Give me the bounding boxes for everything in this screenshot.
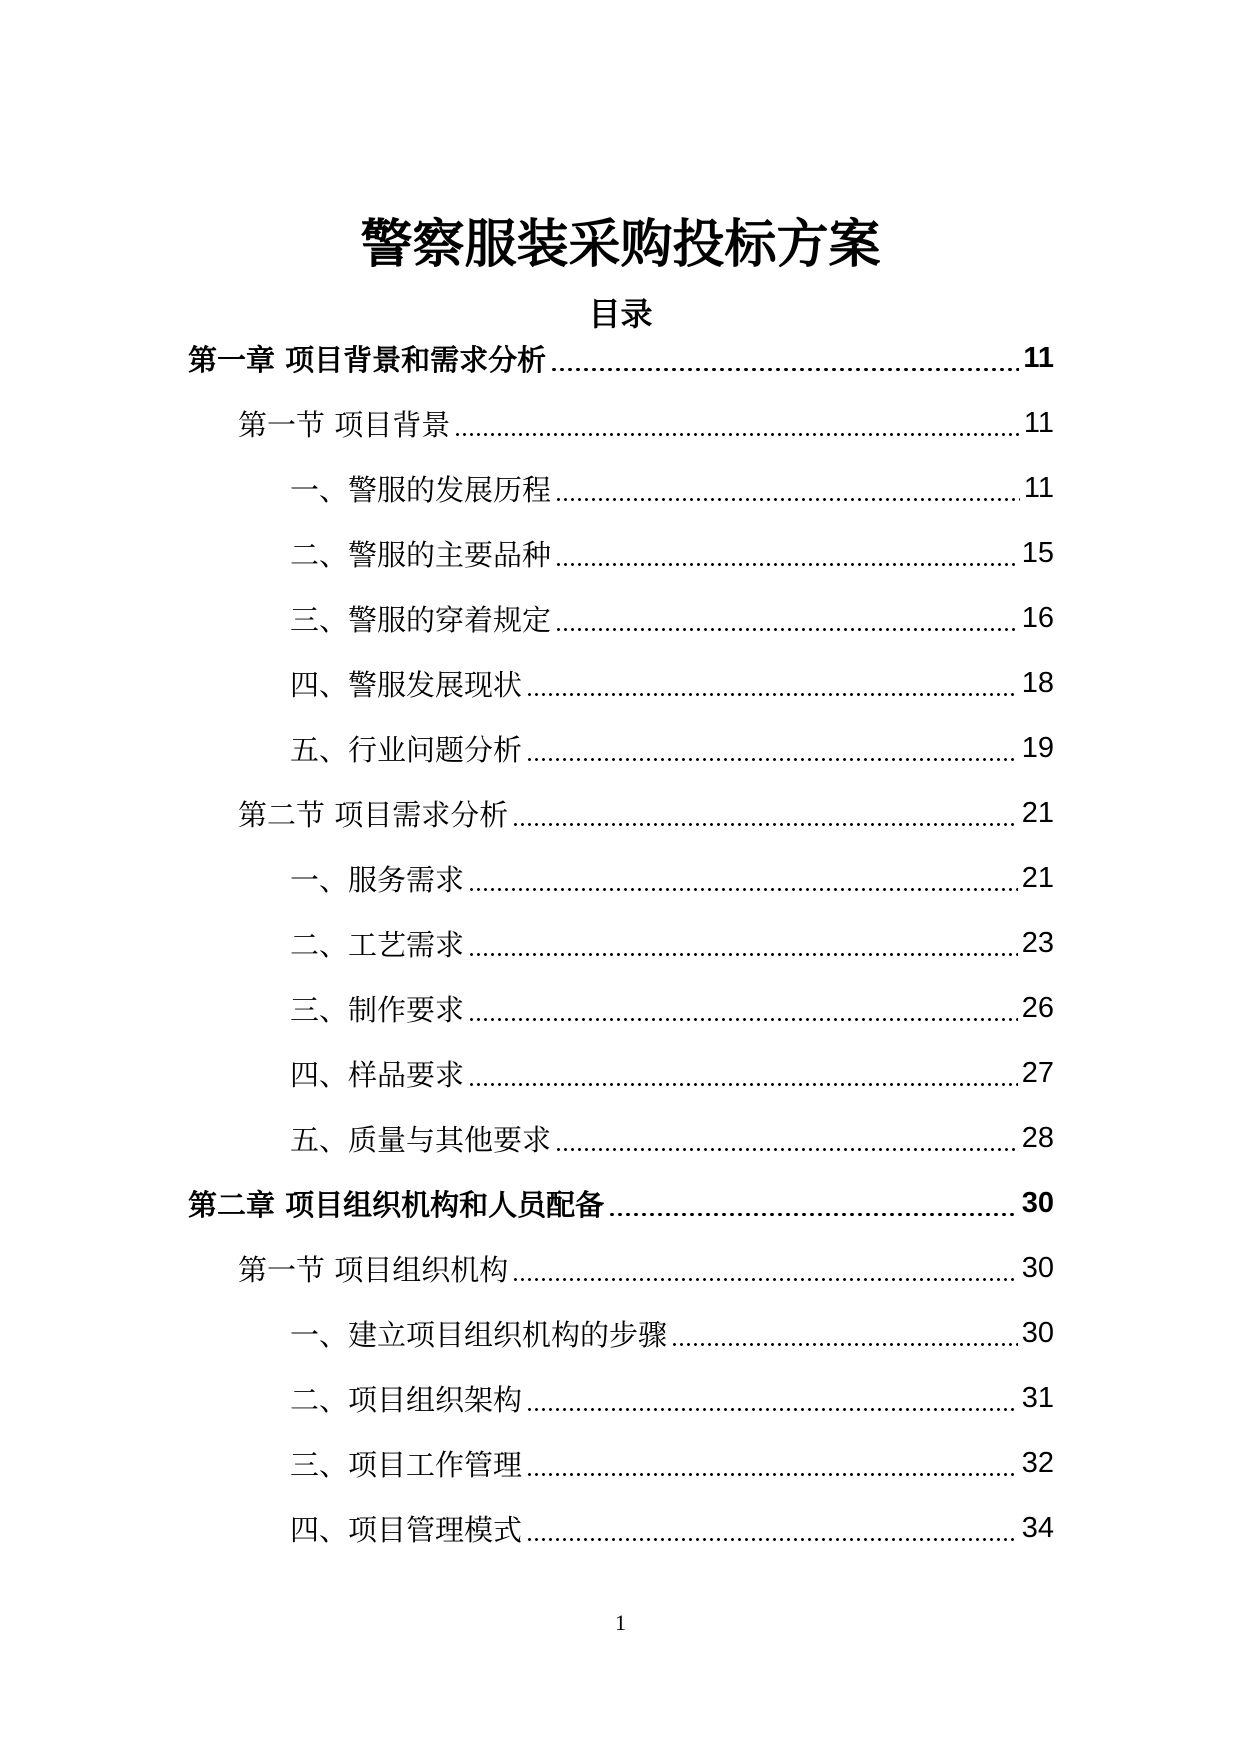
toc-entry-chapter-2[interactable] [188,1171,1054,1236]
dot-leader [555,1148,1018,1151]
toc-entry-page: 21 [1021,797,1054,829]
toc-entry-page: 30 [1021,1252,1054,1284]
toc-entry-page: 21 [1021,862,1054,894]
toc-entry-page: 34 [1021,1512,1054,1544]
toc-entry-subsection[interactable] [290,716,1054,781]
toc-entry-label: 二、项目组织架构 [290,1383,523,1417]
toc-entry-label: 三、制作要求 [290,993,465,1027]
toc-entry-label: 第二章 项目组织机构和人员配备 [188,1188,605,1222]
toc-entry-subsection[interactable] [290,846,1054,911]
toc-entry-page: 26 [1021,992,1054,1024]
toc-entry-subsection[interactable] [290,1496,1054,1561]
page-number: 1 [615,1610,626,1635]
dot-leader [550,368,1019,371]
toc-entry-subsection[interactable] [290,976,1054,1041]
toc-entry-page: 31 [1021,1382,1054,1414]
toc-entry-label: 一、警服的发展历程 [290,473,552,507]
toc-entry-section[interactable] [238,781,1054,846]
dot-leader [526,693,1018,696]
toc-entry-label: 二、警服的主要品种 [290,538,552,572]
toc-entry-subsection[interactable] [290,1041,1054,1106]
toc-entry-page: 27 [1021,1057,1054,1089]
toc-entry-label: 四、样品要求 [290,1058,465,1092]
toc-entry-page: 30 [1021,1317,1054,1349]
toc-entry-label: 一、建立项目组织机构的步骤 [290,1318,668,1352]
dot-leader [468,953,1018,956]
dot-leader [526,758,1018,761]
toc-entry-label: 三、警服的穿着规定 [290,603,552,637]
toc-entry-label: 四、项目管理模式 [290,1513,523,1547]
dot-leader [468,1083,1018,1086]
dot-leader [555,628,1018,631]
toc-entry-chapter-1[interactable] [188,326,1054,391]
toc-entry-label: 四、警服发展现状 [290,668,523,702]
toc-entry-label: 第一节 项目背景 [238,408,451,442]
toc-entry-label: 第一章 项目背景和需求分析 [188,343,547,377]
dot-leader [555,498,1020,501]
table-of-contents [0,326,1241,1561]
page-title: 警察服装采购投标方案 [360,214,881,275]
toc-entry-subsection[interactable] [290,1431,1054,1496]
toc-entry-section[interactable] [238,391,1054,456]
dot-leader [468,1018,1018,1021]
dot-leader [468,888,1018,891]
toc-entry-subsection[interactable] [290,586,1054,651]
dot-leader [526,1408,1018,1411]
toc-entry-subsection[interactable] [290,521,1054,586]
toc-entry-page: 28 [1021,1122,1054,1154]
toc-entry-page: 18 [1021,667,1054,699]
toc-entry-subsection[interactable] [290,1366,1054,1431]
toc-entry-label: 五、行业问题分析 [290,733,523,767]
toc-entry-page: 11 [1023,472,1054,504]
dot-leader [526,1538,1018,1541]
dot-leader [526,1473,1018,1476]
dot-leader [671,1343,1018,1346]
dot-leader [555,563,1018,566]
toc-entry-subsection[interactable] [290,651,1054,716]
dot-leader [608,1213,1018,1216]
toc-entry-label: 五、质量与其他要求 [290,1123,552,1157]
toc-entry-page: 32 [1021,1447,1054,1479]
toc-entry-section[interactable] [238,1236,1054,1301]
toc-heading: 目录 [588,294,653,333]
toc-entry-subsection[interactable] [290,1301,1054,1366]
toc-entry-page: 11 [1023,342,1054,374]
toc-entry-subsection[interactable] [290,456,1054,521]
toc-entry-page: 15 [1021,537,1054,569]
toc-entry-page: 30 [1021,1187,1054,1219]
toc-entry-page: 11 [1023,407,1054,439]
toc-entry-page: 16 [1021,602,1054,634]
toc-entry-label: 二、工艺需求 [290,928,465,962]
dot-leader [512,823,1018,826]
toc-entry-page: 19 [1021,732,1054,764]
toc-entry-subsection[interactable] [290,1106,1054,1171]
toc-entry-label: 第二节 项目需求分析 [238,798,509,832]
dot-leader [454,433,1020,436]
toc-entry-label: 一、服务需求 [290,863,465,897]
toc-entry-page: 23 [1021,927,1054,959]
toc-entry-label: 三、项目工作管理 [290,1448,523,1482]
toc-entry-label: 第一节 项目组织机构 [238,1253,509,1287]
toc-entry-subsection[interactable] [290,911,1054,976]
dot-leader [512,1278,1018,1281]
